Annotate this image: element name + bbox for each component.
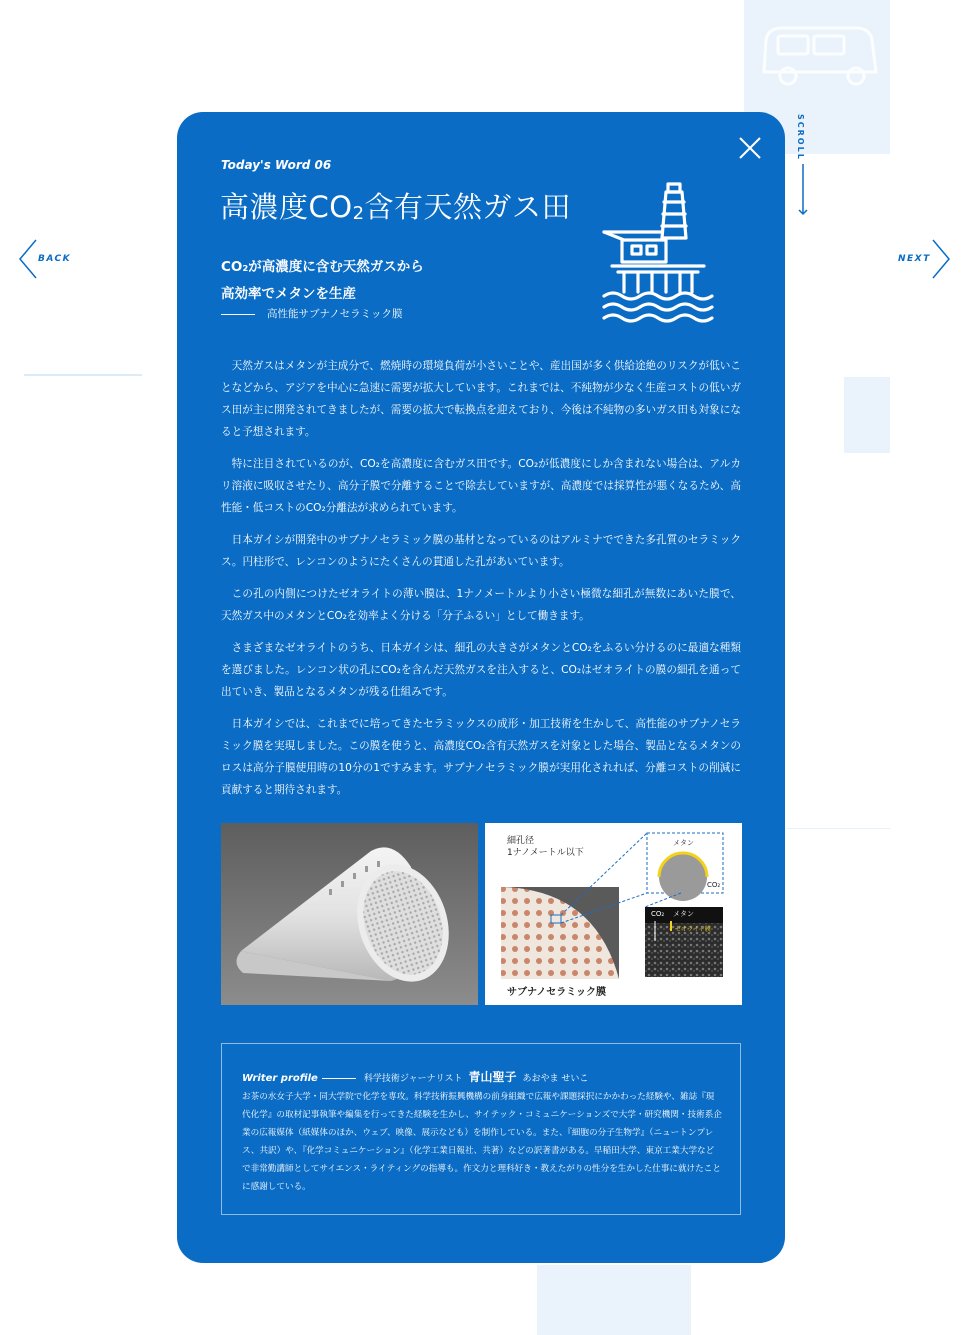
page-title [220, 185, 571, 226]
title-subscript: 2 [352, 203, 365, 224]
article-paragraph-4: この孔の内側につけたゼオライトの薄い膜は、1ナノメートルより小さい極微な細孔が無数にあいた膜で、天然ガス中のメタンとCO₂を効率よく分ける「分子ふるい」として働きます。 [221, 588, 741, 622]
co2-bottom-label: CO₂ [651, 910, 665, 918]
scroll-label: SCROLL [796, 114, 805, 161]
subtitle-tag [221, 306, 402, 321]
background-divider-right [786, 828, 890, 829]
title-part-2: 含有天然ガス田 [364, 190, 572, 224]
pore-size-label: 細孔径 [507, 836, 535, 846]
profile-divider [322, 1078, 356, 1079]
profile-header [242, 1068, 588, 1085]
next-button[interactable] [898, 238, 951, 280]
zeolite-label: ゼオライト膜 [675, 926, 711, 933]
co2-label: CO₂ [707, 881, 721, 889]
title-part-1: 高濃度CO [220, 190, 353, 224]
article-paragraph-1: 天然ガスはメタンが主成分で、燃焼時の環境負荷が小さいことや、産出国が多く供給途絶のリスクが低いことなどから、アジアを中心に急速に需要が拡大しています。これまでは、不純物が少なく生産コストの低いガス田が主に開発されてきましたが、需要の拡大で転換点を迎えており、今後は不純物の多いガス田も対象になると予想されます。 [221, 360, 741, 438]
profile-role: 科学技術ジャーナリスト [363, 1074, 463, 1084]
scroll-indicator [790, 112, 816, 216]
scroll-arrow-icon [798, 164, 808, 216]
writer-profile [221, 1043, 741, 1215]
van-icon [744, 0, 890, 110]
word-kicker: Today's Word 06 [221, 158, 332, 172]
subtitle-line-2: 高効率でメタンを生産 [221, 286, 356, 302]
back-label: BACK [38, 254, 72, 264]
tag-text: 高性能サブナノセラミック膜 [267, 308, 403, 320]
methane-bottom-label: メタン [673, 910, 694, 918]
tag-dash [221, 314, 255, 315]
article-paragraph-2: 特に注目されているのが、CO₂を高濃度に含むガス田です。CO₂が低濃度にしか含まれない場合は、アルカリ溶液に吸収させたり、高分子膜で分離することで除去していますが、高濃度では採算性が悪くなるため、高性能・低コストのCO₂分離法が求められています。 [221, 458, 741, 514]
membrane-structure-diagram [485, 823, 742, 1005]
pore-size-value: 1ナノメートル以下 [507, 848, 584, 858]
article-body [221, 355, 741, 811]
profile-name: 青山聖子 [468, 1070, 517, 1084]
offshore-rig-icon [602, 180, 714, 324]
background-divider-left [24, 374, 142, 376]
word-modal [177, 112, 785, 1263]
methane-label: メタン [673, 839, 694, 847]
article-paragraph-5: さまざまなゼオライトのうち、日本ガイシは、細孔の大きさがメタンとCO₂をふるい分けるのに最適な種類を選びました。レンコン状の孔にCO₂を含んだ天然ガスを注入すると、CO₂はゼオライトの膜の細孔を通って出ていき、製品となるメタンが残る仕組みです。 [221, 642, 741, 698]
close-icon[interactable] [738, 136, 762, 160]
next-label: NEXT [898, 254, 931, 264]
profile-reading: あおやま せいこ [522, 1074, 589, 1084]
subtitle-line-1: CO₂が高濃度に含む天然ガスから [221, 259, 424, 275]
back-button[interactable] [18, 238, 71, 280]
chevron-left-icon [18, 238, 38, 280]
ceramic-cylinder-image [221, 823, 478, 1005]
profile-label: Writer profile [242, 1073, 318, 1084]
diagram-caption: サブナノセラミック膜 [507, 987, 606, 998]
background-card-bottom [537, 1265, 691, 1335]
membrane-diagram [485, 823, 742, 1005]
article-paragraph-6: 日本ガイシでは、これまでに培ってきたセラミックスの成形・加工技術を生かして、高性能のサブナノセラミック膜を実現しました。この膜を使うと、高濃度CO₂含有天然ガスを対象とした場合、製品となるメタンのロスは高分子膜使用時の10分の1ですみます。サブナノセラミック膜が実用化されれば、分離コストの削減に貢献すると期待されます。 [221, 718, 741, 796]
article-paragraph-3: 日本ガイシが開発中のサブナノセラミック膜の基材となっているのはアルミナでできた多孔質のセラミックス。円柱形で、レンコンのようにたくさんの貫通した孔があいています。 [221, 534, 741, 568]
profile-text: お茶の水女子大学・同大学院で化学を専攻。科学技術振興機構の前身組織で広報や課題採択にかかわった経験や、雑誌『現代化学』の取材記事執筆や編集を行ってきた経験を生かし、サイテック・コミュニケーションズで大学・研究機関・技術系企業の広報媒体（紙媒体のほか、ウェブ、映像、展示なども）を制作している。また、『細胞の分子生物学』（ニュートンプレス、共訳）や、『化学コミュニケーション』（化学工業日報社、共著）などの訳著書がある。早稲田大学、東京工業大学などで非常勤講師としてサイエンス・ライティングの指導も。作文力と理科好き・教えたがりの性分を生かした仕事に就けたことに感謝している。 [242, 1092, 722, 1192]
chevron-right-icon [931, 238, 951, 280]
background-card-right [844, 377, 890, 453]
membrane-photo [221, 823, 478, 1005]
